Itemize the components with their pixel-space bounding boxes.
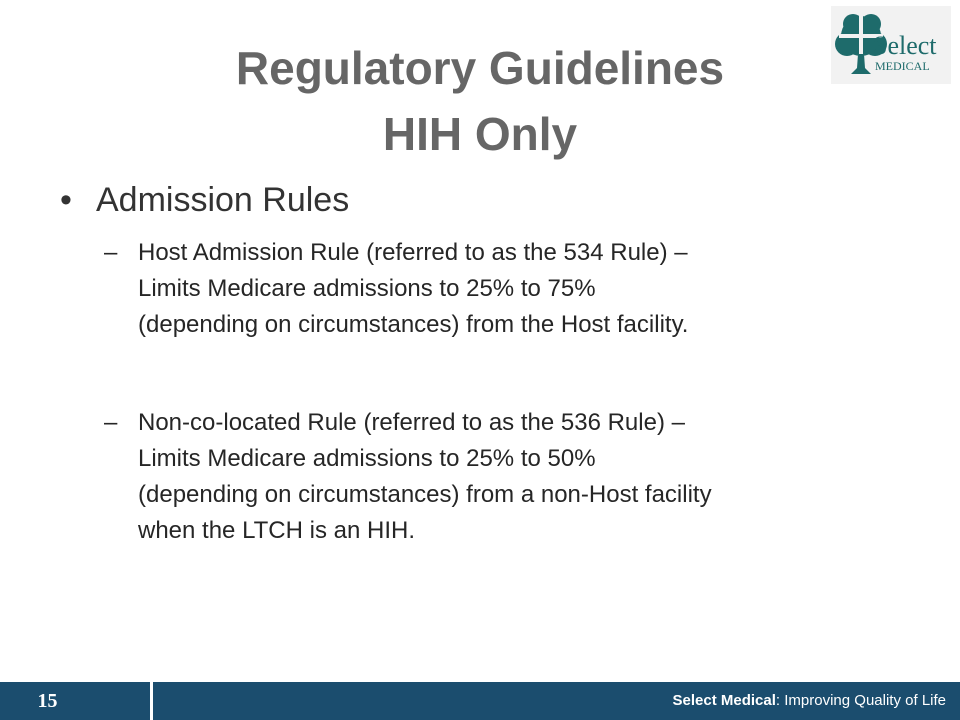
subitem-line: Limits Medicare admissions to 25% to 50% [138,445,596,472]
footer-tagline-text: : Improving Quality of Life [775,692,946,709]
footer-bar [0,682,960,720]
subitem-line: (depending on circumstances) from the Host facility. [138,311,689,338]
subitem-marker: – [104,239,118,266]
bullet-text: Admission Rules [96,181,350,219]
subitem-line: Limits Medicare admissions to 25% to 75% [138,275,596,302]
subitem-marker: – [104,409,118,436]
footer-tagline-bar [153,682,960,720]
bullet-marker: • [60,181,72,219]
footer-tagline [673,682,946,720]
subitem-line: when the LTCH is an HIH. [138,517,415,544]
footer-brand: Select Medical [672,692,776,709]
subitem-line: (depending on circumstances) from a non-Host facility [138,481,712,508]
logo-word-select: Select [873,31,937,60]
page-number: 15 [37,690,58,712]
page-title: Regulatory Guidelines [235,42,725,94]
logo-word-medical: MEDICAL [875,59,930,73]
page-number-box [0,682,150,720]
subitem-line: Host Admission Rule (referred to as the 534 Rule) – [138,239,688,266]
page-subtitle: HIH Only [382,108,578,160]
subitem-line: Non-co-located Rule (referred to as the 536 Rule) – [138,409,685,436]
